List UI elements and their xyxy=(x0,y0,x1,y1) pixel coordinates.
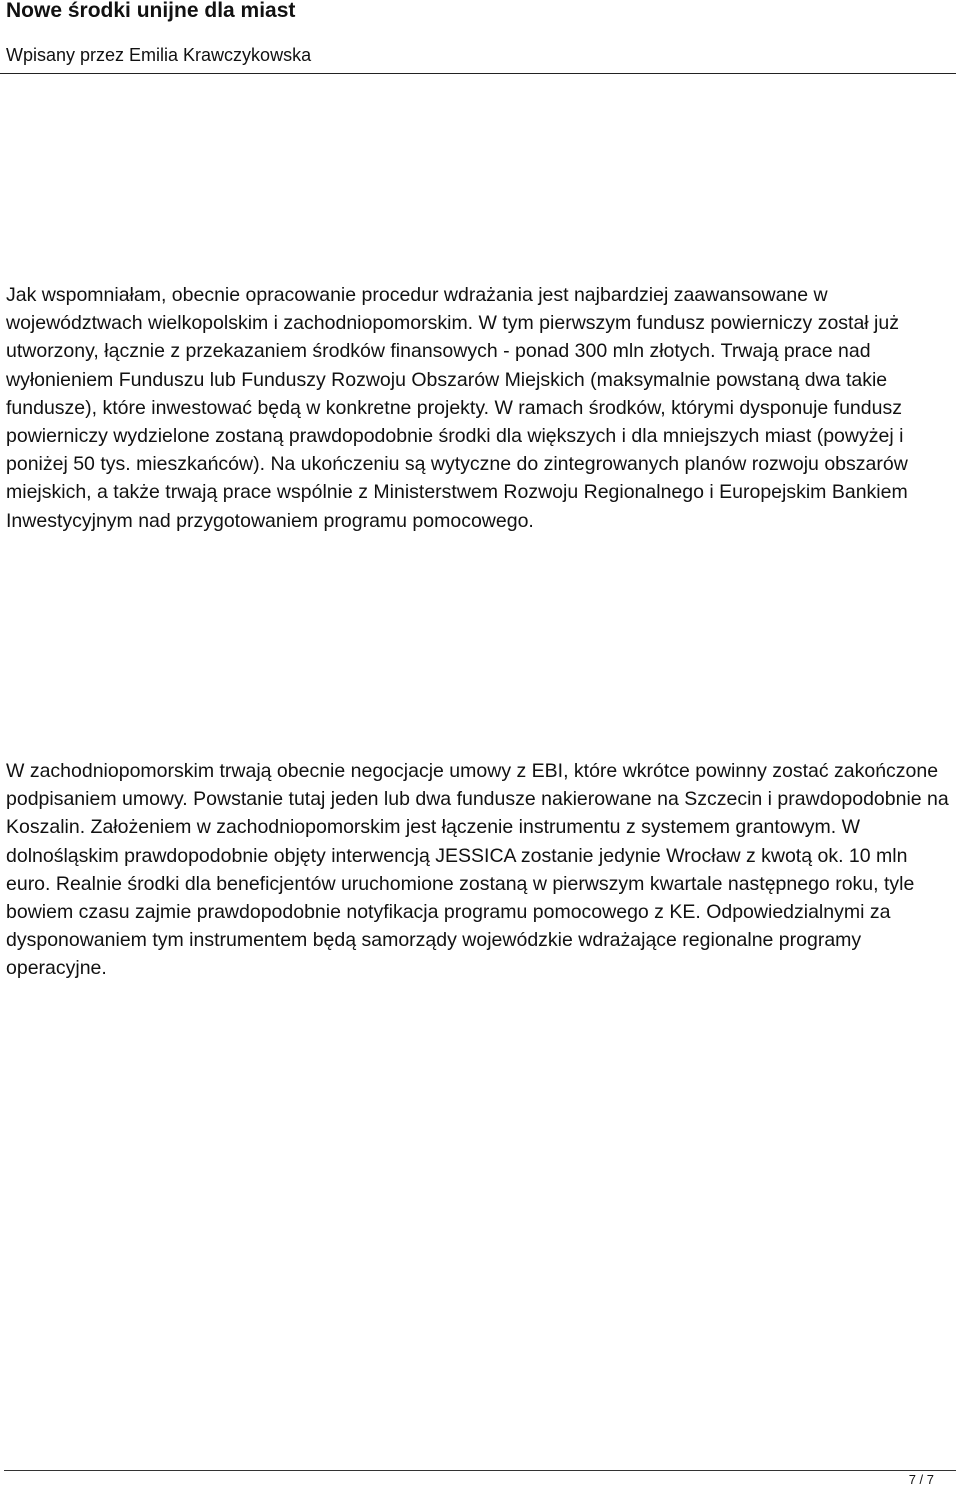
header-divider xyxy=(0,73,956,74)
document-title: Nowe środki unijne dla miast xyxy=(6,0,296,22)
author-line: Wpisany przez Emilia Krawczykowska xyxy=(6,45,312,65)
footer-divider xyxy=(4,1470,956,1471)
body-paragraph: Jak wspomniałam, obecnie opracowanie procedur wdrażania jest najbardziej zaawansowane w województwach wielkopolskim i zachodniopomorskim. W tym pierwszym fundusz powierniczy został już utworzony, łącznie z przekazaniem środków finansowych - ponad 300 mln złotych. Trwają prace nad wyłonieniem Funduszu lub Funduszy Rozwoju Obszarów Miejskich (maksymalnie powstaną dwa takie fundusze), które inwestować będą w konkretne projekty. W ramach środków, którymi dysponuje fundusz powierniczy wydzielone zostaną prawdopodobnie środki dla większych i dla mniejszych miast (powyżej i poniżej 50 tys. mieszkańców). Na ukończeniu są wytyczne do zintegrowanych planów rozwoju obszarów miejskich, a także trwają prace wspólnie z Ministerstwem Rozwoju Regionalnego i Europejskim Bankiem Inwestycyjnym nad przygotowaniem programu pomocowego. xyxy=(6,284,908,532)
page-number: 7 / 7 xyxy=(908,1472,934,1487)
body-paragraph: W zachodniopomorskim trwają obecnie negocjacje umowy z EBI, które wkrótce powinny zostać zakończone podpisaniem umowy. Powstanie tutaj jeden lub dwa fundusze nakierowane na Szczecin i prawdopodobnie na Koszalin. Założeniem w zachodniopomorskim jest łączenie instrumentu z systemem grantowym. W dolnośląskim prawdopodobnie objęty interwencją JESSICA zostanie jedynie Wrocław z kwotą ok. 10 mln euro. Realnie środki dla beneficjentów uruchomione zostaną w pierwszym kwartale następnego roku, tyle bowiem czasu zajmie prawdopodobnie notyfikacja programu pomocowego z KE. Odpowiedzialnymi za dysponowaniem tym instrumentem będą samorządy wojewódzkie wdrażające regionalne programy operacyjne. xyxy=(6,760,949,980)
